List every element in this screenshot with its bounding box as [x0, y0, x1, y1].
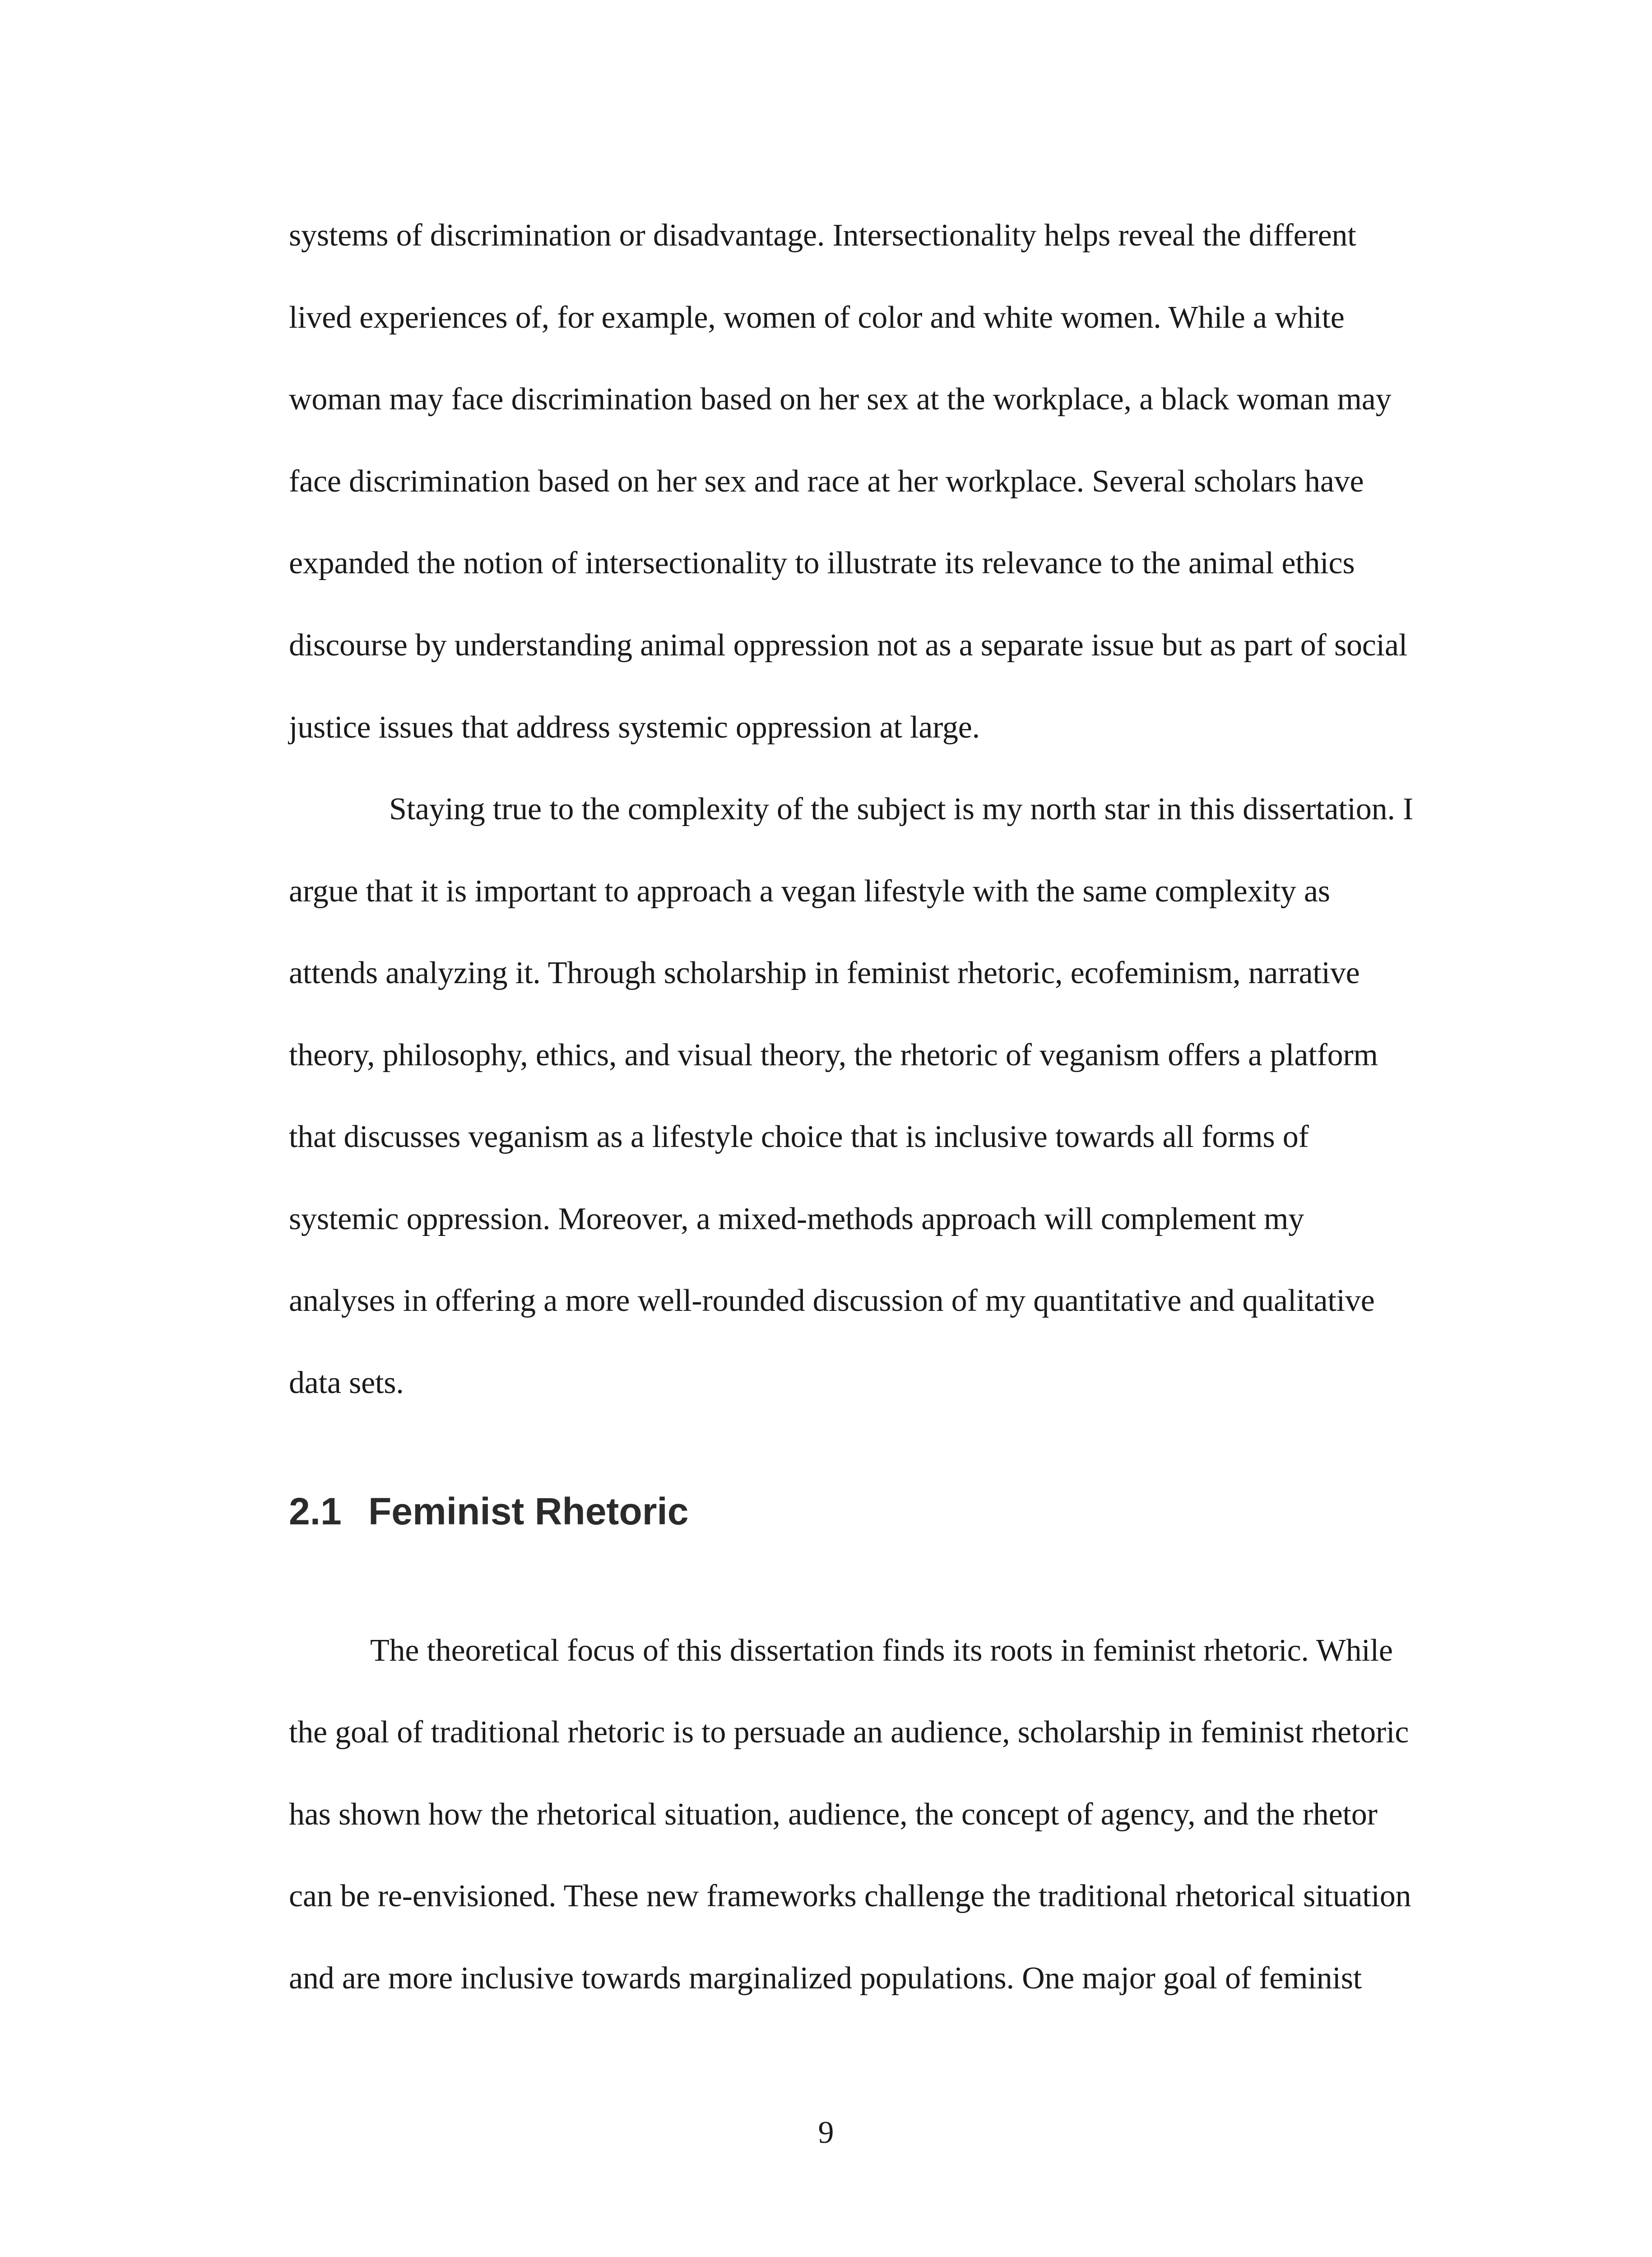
text-line: can be re-envisioned. These new frameworks challenge the traditional rhetorical situation: [289, 1879, 1411, 1913]
text-line: face discrimination based on her sex and race at her workplace. Several scholars have: [289, 464, 1364, 499]
text-line: that discusses veganism as a lifestyle choice that is inclusive towards all forms of: [289, 1119, 1309, 1154]
text-line: lived experiences of, for example, women of color and white women. While a white: [289, 300, 1345, 335]
text-line: systemic oppression. Moreover, a mixed-methods approach will complement my: [289, 1202, 1304, 1236]
text-line: data sets.: [289, 1365, 404, 1400]
text-line: discourse by understanding animal oppression not as a separate issue but as part of social: [289, 628, 1408, 663]
section-heading: [289, 1490, 689, 1533]
text-line: systems of discrimination or disadvantage. Intersectionality helps reveal the different: [289, 218, 1356, 253]
text-line: has shown how the rhetorical situation, audience, the concept of agency, and the rhetor: [289, 1797, 1378, 1832]
page-number: 9: [818, 2115, 834, 2150]
text-line: expanded the notion of intersectionality to illustrate its relevance to the animal ethics: [289, 546, 1355, 581]
text-line: and are more inclusive towards marginalized populations. One major goal of feminist: [289, 1961, 1362, 1996]
text-line: theory, philosophy, ethics, and visual theory, the rhetoric of veganism offers a platform: [289, 1038, 1378, 1073]
text-line: woman may face discrimination based on her sex at the workplace, a black woman may: [289, 382, 1392, 417]
text-line: attends analyzing it. Through scholarship in feminist rhetoric, ecofeminism, narrative: [289, 956, 1360, 990]
text-line: justice issues that address systemic oppression at large.: [289, 710, 980, 745]
text-line: Staying true to the complexity of the subject is my north star in this dissertation. I: [389, 792, 1414, 827]
text-line: The theoretical focus of this dissertation finds its roots in feminist rhetoric. While: [370, 1633, 1393, 1668]
text-line: the goal of traditional rhetoric is to persuade an audience, scholarship in feminist rhetoric: [289, 1715, 1409, 1750]
section-title: Feminist Rhetoric: [368, 1490, 689, 1533]
section-number: 2.1: [289, 1490, 342, 1533]
text-line: argue that it is important to approach a vegan lifestyle with the same complexity as: [289, 874, 1330, 909]
text-line: analyses in offering a more well-rounded discussion of my quantitative and qualitative: [289, 1283, 1375, 1318]
